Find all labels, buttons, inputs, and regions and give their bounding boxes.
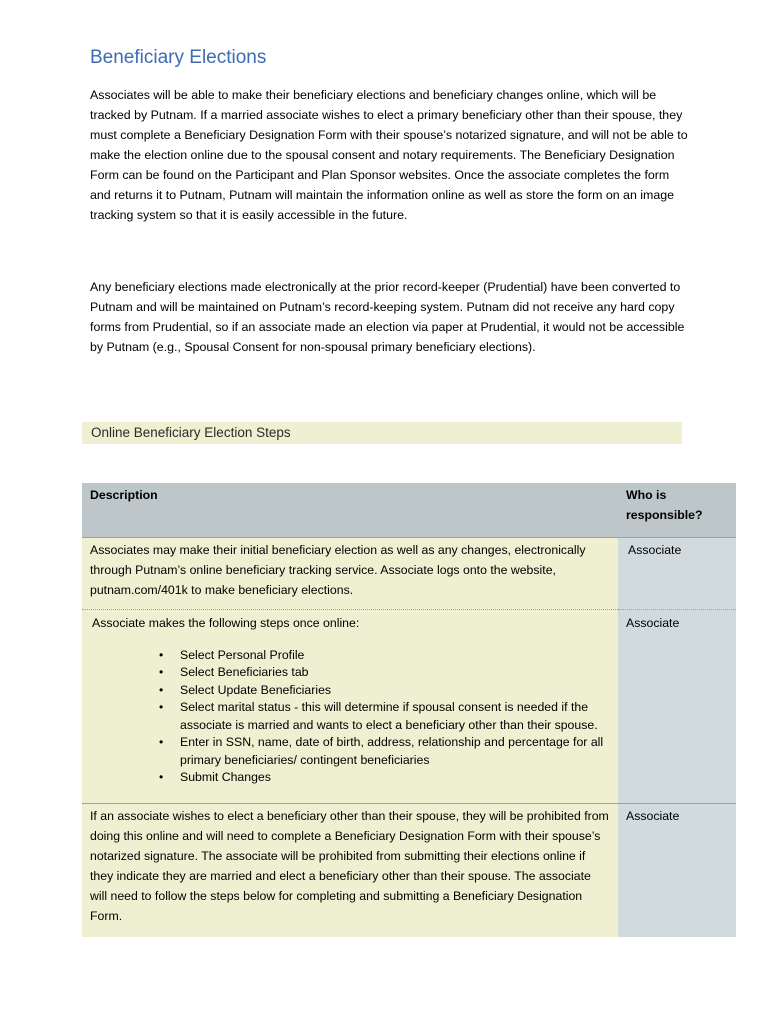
- row-description: [82, 609, 618, 803]
- column-header-description: Description: [82, 483, 618, 537]
- intro-paragraph: Associates will be able to make their beneficiary elections and beneficiary changes online, which will be tracked by Putnam. If a married associate wishes to elect a primary beneficiary other than their spouse, they must complete a Beneficiary Designation Form with their spouse’s notarized signature, and will not be able to make the election online due to the spousal consent and notary requirements. The Beneficiary Designation Form can be found on the Participant and Plan Sponsor websites. Once the associate completes the form and returns it to Putnam, Putnam will maintain the information online as well as store the form on an image tracking system so that it is easily accessible in the future.: [90, 88, 688, 222]
- list-item-text: Submit Changes: [180, 770, 271, 784]
- row-responsible: Associate: [618, 609, 736, 803]
- table-header-row: [82, 483, 736, 537]
- table-row: [82, 609, 736, 803]
- responsible-label: Associate: [628, 542, 682, 557]
- list-item-text: Select Beneficiaries tab: [180, 665, 309, 679]
- list-item: [159, 682, 610, 700]
- election-steps-table: [82, 483, 736, 937]
- list-item-text: Select marital status - this will determine if spousal consent is needed if the associate is married and wants to elect a beneficiary other than their spouse.: [180, 700, 598, 732]
- list-item: [159, 734, 610, 769]
- bullet-icon: •: [159, 770, 164, 784]
- bullet-icon: •: [159, 665, 164, 679]
- list-item: [159, 769, 610, 787]
- row-description: If an associate wishes to elect a beneficiary other than their spouse, they will be prohibited from doing this online and will need to complete a Beneficiary Designation Form with their spouse’s notarized signature. The associate will be prohibited from submitting their elections online if they indicate they are married and elect a beneficiary other than their spouse. The associate will need to follow the steps below for completing and submitting a Beneficiary Designation Form.: [82, 803, 618, 937]
- bullet-icon: •: [159, 700, 164, 714]
- steps-list: [90, 647, 610, 787]
- row-description: Associates may make their initial beneficiary election as well as any changes, electronically through Putnam’s online beneficiary tracking service. Associate logs onto the website, putnam.com/401k to make beneficiary elections.: [82, 537, 618, 609]
- table-row: [82, 803, 736, 937]
- bullet-icon: •: [159, 647, 164, 662]
- page-title: Beneficiary Elections: [90, 47, 267, 68]
- row-responsible: Associate: [618, 803, 736, 937]
- list-item-text: Select Personal Profile: [180, 647, 305, 662]
- section-heading-bar: [82, 422, 682, 444]
- prudential-paragraph: Any beneficiary elections made electronically at the prior record-keeper (Prudential) have been converted to Putnam and will be maintained on Putnam’s record-keeping system. Putnam did not receive any hard copy forms from Prudential, so if an associate made an election via paper at Prudential, it would not be accessible by Putnam (e.g., Spousal Consent for non-spousal primary beneficiary elections).: [90, 280, 685, 354]
- list-item: [159, 647, 610, 665]
- bullet-icon: •: [159, 735, 164, 749]
- list-item: [159, 664, 610, 682]
- steps-intro: Associate makes the following steps once online:: [92, 615, 360, 630]
- list-item: [159, 699, 610, 734]
- row-responsible: [618, 537, 736, 609]
- list-item-text: Enter in SSN, name, date of birth, address, relationship and percentage for all primary beneficiaries/ contingent beneficiaries: [180, 735, 604, 767]
- bullet-icon: •: [159, 682, 164, 697]
- section-heading: Online Beneficiary Election Steps: [91, 425, 291, 440]
- list-item-text: Select Update Beneficiaries: [180, 682, 332, 697]
- column-header-who: Who is responsible?: [618, 483, 736, 537]
- table-row: [82, 537, 736, 609]
